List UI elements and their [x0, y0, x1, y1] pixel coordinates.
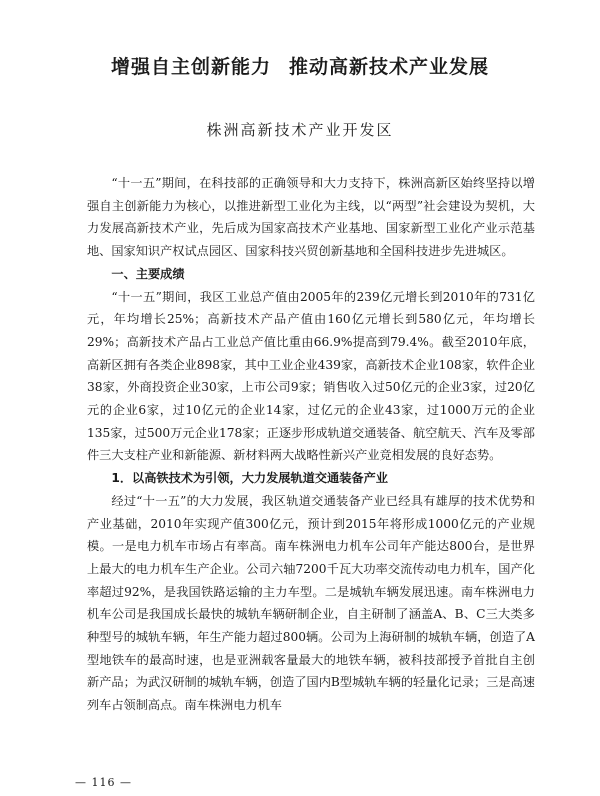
page-number: — 116 —: [75, 776, 132, 789]
achievements-paragraph: “十一五”期间，我区工业总产值由2005年的239亿元增长到2010年的731亿元，年均增长25%；高新技术产品产值由160亿元增长到580亿元，年均增长29%；高新技术产品占工业总产值比重由66.9%提高到79.4%。截至2010年底，高新区拥有各类企业898家，其中工业企业439家，高新技术企业108家，软件企业38家，外商投资企业30家，上市公司9家；销售收入过50亿元的企业3家，过20亿元的企业6家，过10亿元的企业14家，过亿元的企业43家，过1000万元的企业135家，过500万元企业178家；正逐步形成轨道交通装备、航空航天、汽车及零部件三大支柱产业和新能源、新材料两大战略性新兴产业竞相发展的良好态势。: [87, 289, 535, 463]
title-part-2: 推动高新技术产业发展: [289, 56, 490, 78]
rail-transit-paragraph: 经过“十一五”的大力发展，我区轨道交通装备产业已经具有雄厚的技术优势和产业基础，2010年实现产值300亿元，预计到2015年将形成1000亿元的产业规模。一是电力机车市场占有率高。南车株洲电力机车公司年产能达800台，是世界上最大的电力机车生产企业。公司六轴7200千瓦大功率交流传动电力机车，国产化率超过92%，是我国铁路运输的主力车型。二是城轨车辆发展迅速。南车株洲电力机车公司是我国成长最快的城轨车辆研制企业，自主研制了涵盖A、B、C三大类多种型号的城轨车辆，年生产能力超过800辆。公司为上海研制的城轨车辆，创造了A型地铁车的最高时速，也是亚洲载客量最大的地铁车辆，被科技部授予首批自主创新产品；为武汉研制的城轨车辆，创造了国内B型城轨车辆的轻量化记录；三是高速列车占领制高点。南车株洲电力机车: [87, 493, 535, 713]
page-subtitle: 株洲高新技术产业开发区: [206, 121, 394, 139]
document-body: [87, 172, 535, 717]
section-heading: 一、主要成绩: [111, 266, 185, 281]
page-title: [0, 52, 600, 79]
title-part-1: 增强自主创新能力: [110, 56, 271, 78]
subsection-heading: 1．以高铁技术为引领，大力发展轨道交通装备产业: [111, 471, 388, 486]
intro-paragraph: “十一五”期间，在科技部的正确领导和大力支持下，株洲高新区始终坚持以增强自主创新能力为核心，以推进新型工业化为主线，以“两型”社会建设为契机，大力发展高新技术产业，先后成为国家高技术产业基地、国家新型工业化产业示范基地、国家知识产权试点园区、国家科技兴贸创新基地和全国科技进步先进城区。: [87, 176, 535, 259]
